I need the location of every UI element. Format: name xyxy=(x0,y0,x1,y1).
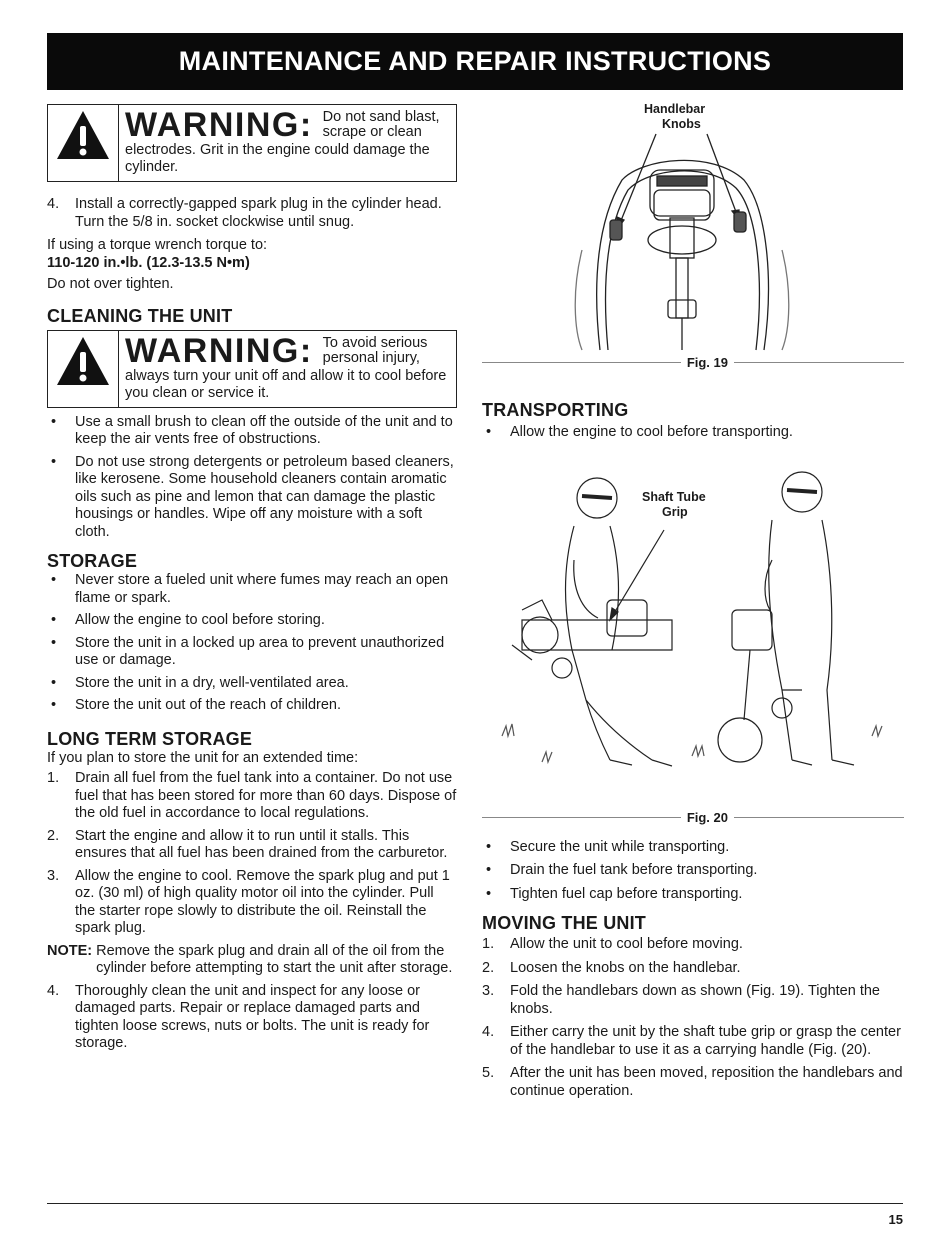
heading-moving: MOVING THE UNIT xyxy=(482,913,646,933)
warning-text: always turn your unit off and allow it to cool before you clean or service it. xyxy=(125,367,447,401)
no-over-tighten: Do not over tighten. xyxy=(47,276,174,292)
list-item: 2. Start the engine and allow it to run until it stalls. This ensures that all fuel has been drained from the carburetor. xyxy=(47,827,448,861)
list-item: 3. Allow the engine to cool. Remove the spark plug and put 1 oz. (30 ml) of high quality motor oil into the cylinder. Pull the starter rope slowly to distribute the oil. Reinstall the spark plug. xyxy=(47,867,450,936)
list-item: 1. Allow the unit to cool before moving. xyxy=(482,936,743,952)
warning-triangle-icon xyxy=(48,105,118,181)
figure-20 xyxy=(482,460,904,810)
torque-intro: If using a torque wrench torque to: xyxy=(47,237,268,253)
list-item: • Secure the unit while transporting. xyxy=(486,838,730,855)
heading-cleaning: CLEANING THE UNIT xyxy=(47,305,233,326)
list-item: • Do not use strong detergents or petroleum based cleaners, like kerosene. Some household cleaners contain aromatic oils such as pine and lemon that can damage the plastic housings or handles. Wipe off any moisture with a soft cloth. xyxy=(51,453,454,540)
list-item: 3. Fold the handlebars down as shown (Fig. 19). Tighten the knobs. xyxy=(482,983,880,1017)
warning-triangle-icon xyxy=(48,331,118,407)
handlebar-illustration xyxy=(482,100,904,355)
long-term-intro: If you plan to store the unit for an extended time: xyxy=(47,749,359,766)
footer-rule xyxy=(47,1203,903,1204)
list-item: 1. Drain all fuel from the fuel tank into a container. Do not use fuel that has been stored for more than 60 days. Dispose of the old fuel in accordance to local regulations. xyxy=(47,770,457,821)
fig19-caption-rule xyxy=(482,355,904,370)
warning-box-cleaning xyxy=(47,330,457,408)
fig20-label: Shaft Tube Grip xyxy=(642,489,706,519)
list-item: • Allow the engine to cool before transporting. xyxy=(486,424,793,440)
list-item: • Store the unit in a dry, well-ventilated area. xyxy=(51,674,349,691)
list-item: 4. Thoroughly clean the unit and inspect for any loose or damaged parts. Repair or replace damaged parts and tighten loose screws, nuts or bolts. The unit is ready for storage. xyxy=(47,982,430,1051)
spark-plug-step xyxy=(47,196,457,231)
list-item: • Store the unit out of the reach of children. xyxy=(51,697,341,713)
step-number: 4. xyxy=(47,196,60,212)
note-text: Remove the spark plug and drain all of the oil from the cylinder before attempting to start the unit after storage. xyxy=(96,942,453,976)
list-item: 5. After the unit has been moved, reposition the handlebars and continue operation. xyxy=(482,1065,903,1099)
note-label: NOTE: xyxy=(47,942,93,959)
warning-word: WARNING: xyxy=(125,331,313,370)
warning-box-sandblast xyxy=(47,104,457,182)
transport-illustration xyxy=(482,460,904,810)
page-banner: MAINTENANCE AND REPAIR INSTRUCTIONS xyxy=(47,33,903,90)
fig19-caption: Fig. 19 xyxy=(686,355,728,370)
list-item: 2. Loosen the knobs on the handlebar. xyxy=(482,959,741,976)
fig19-label: Handlebar Knobs xyxy=(644,102,706,131)
page-number: 15 xyxy=(888,1212,903,1227)
fig20-caption: Fig. 20 xyxy=(686,809,728,825)
warning-lead-text: To avoid serious personal injury, xyxy=(322,334,428,366)
right-column xyxy=(482,100,904,1100)
warning-text: electrodes. Grit in the engine could damage the cylinder. xyxy=(125,142,430,175)
left-column xyxy=(47,104,457,1053)
list-item: • Drain the fuel tank before transporting. xyxy=(486,862,758,878)
figure-19 xyxy=(482,100,904,355)
list-item: • Tighten fuel cap before transporting. xyxy=(486,885,743,902)
fig20-caption-rule xyxy=(482,810,904,825)
warning-word: WARNING: xyxy=(125,106,313,144)
heading-long-term-storage: LONG TERM STORAGE xyxy=(47,728,253,749)
list-item: • Use a small brush to clean off the outside of the unit and to keep the air vents free of obstructions. xyxy=(51,413,453,447)
list-item: 4. Either carry the unit by the shaft tube grip or grasp the center of the handlebar to use it as a carrying handle (Fig. (20). xyxy=(482,1024,901,1058)
warning-lead-text: Do not sand blast, scrape or clean xyxy=(322,109,440,140)
step-text: Install a correctly-gapped spark plug in the cylinder head. Turn the 5/8 in. socket clockwise until snug. xyxy=(75,196,442,230)
note xyxy=(47,943,457,978)
list-item: • Allow the engine to cool before storing. xyxy=(51,612,325,628)
torque-value: 110-120 in.•lb. (12.3-13.5 N•m) xyxy=(47,254,250,271)
list-item: • Store the unit in a locked up area to prevent unauthorized use or damage. xyxy=(51,634,445,668)
list-item: • Never store a fueled unit where fumes may reach an open flame or spark. xyxy=(51,572,449,606)
heading-storage: STORAGE xyxy=(47,551,138,571)
heading-transporting: TRANSPORTING xyxy=(482,400,629,420)
